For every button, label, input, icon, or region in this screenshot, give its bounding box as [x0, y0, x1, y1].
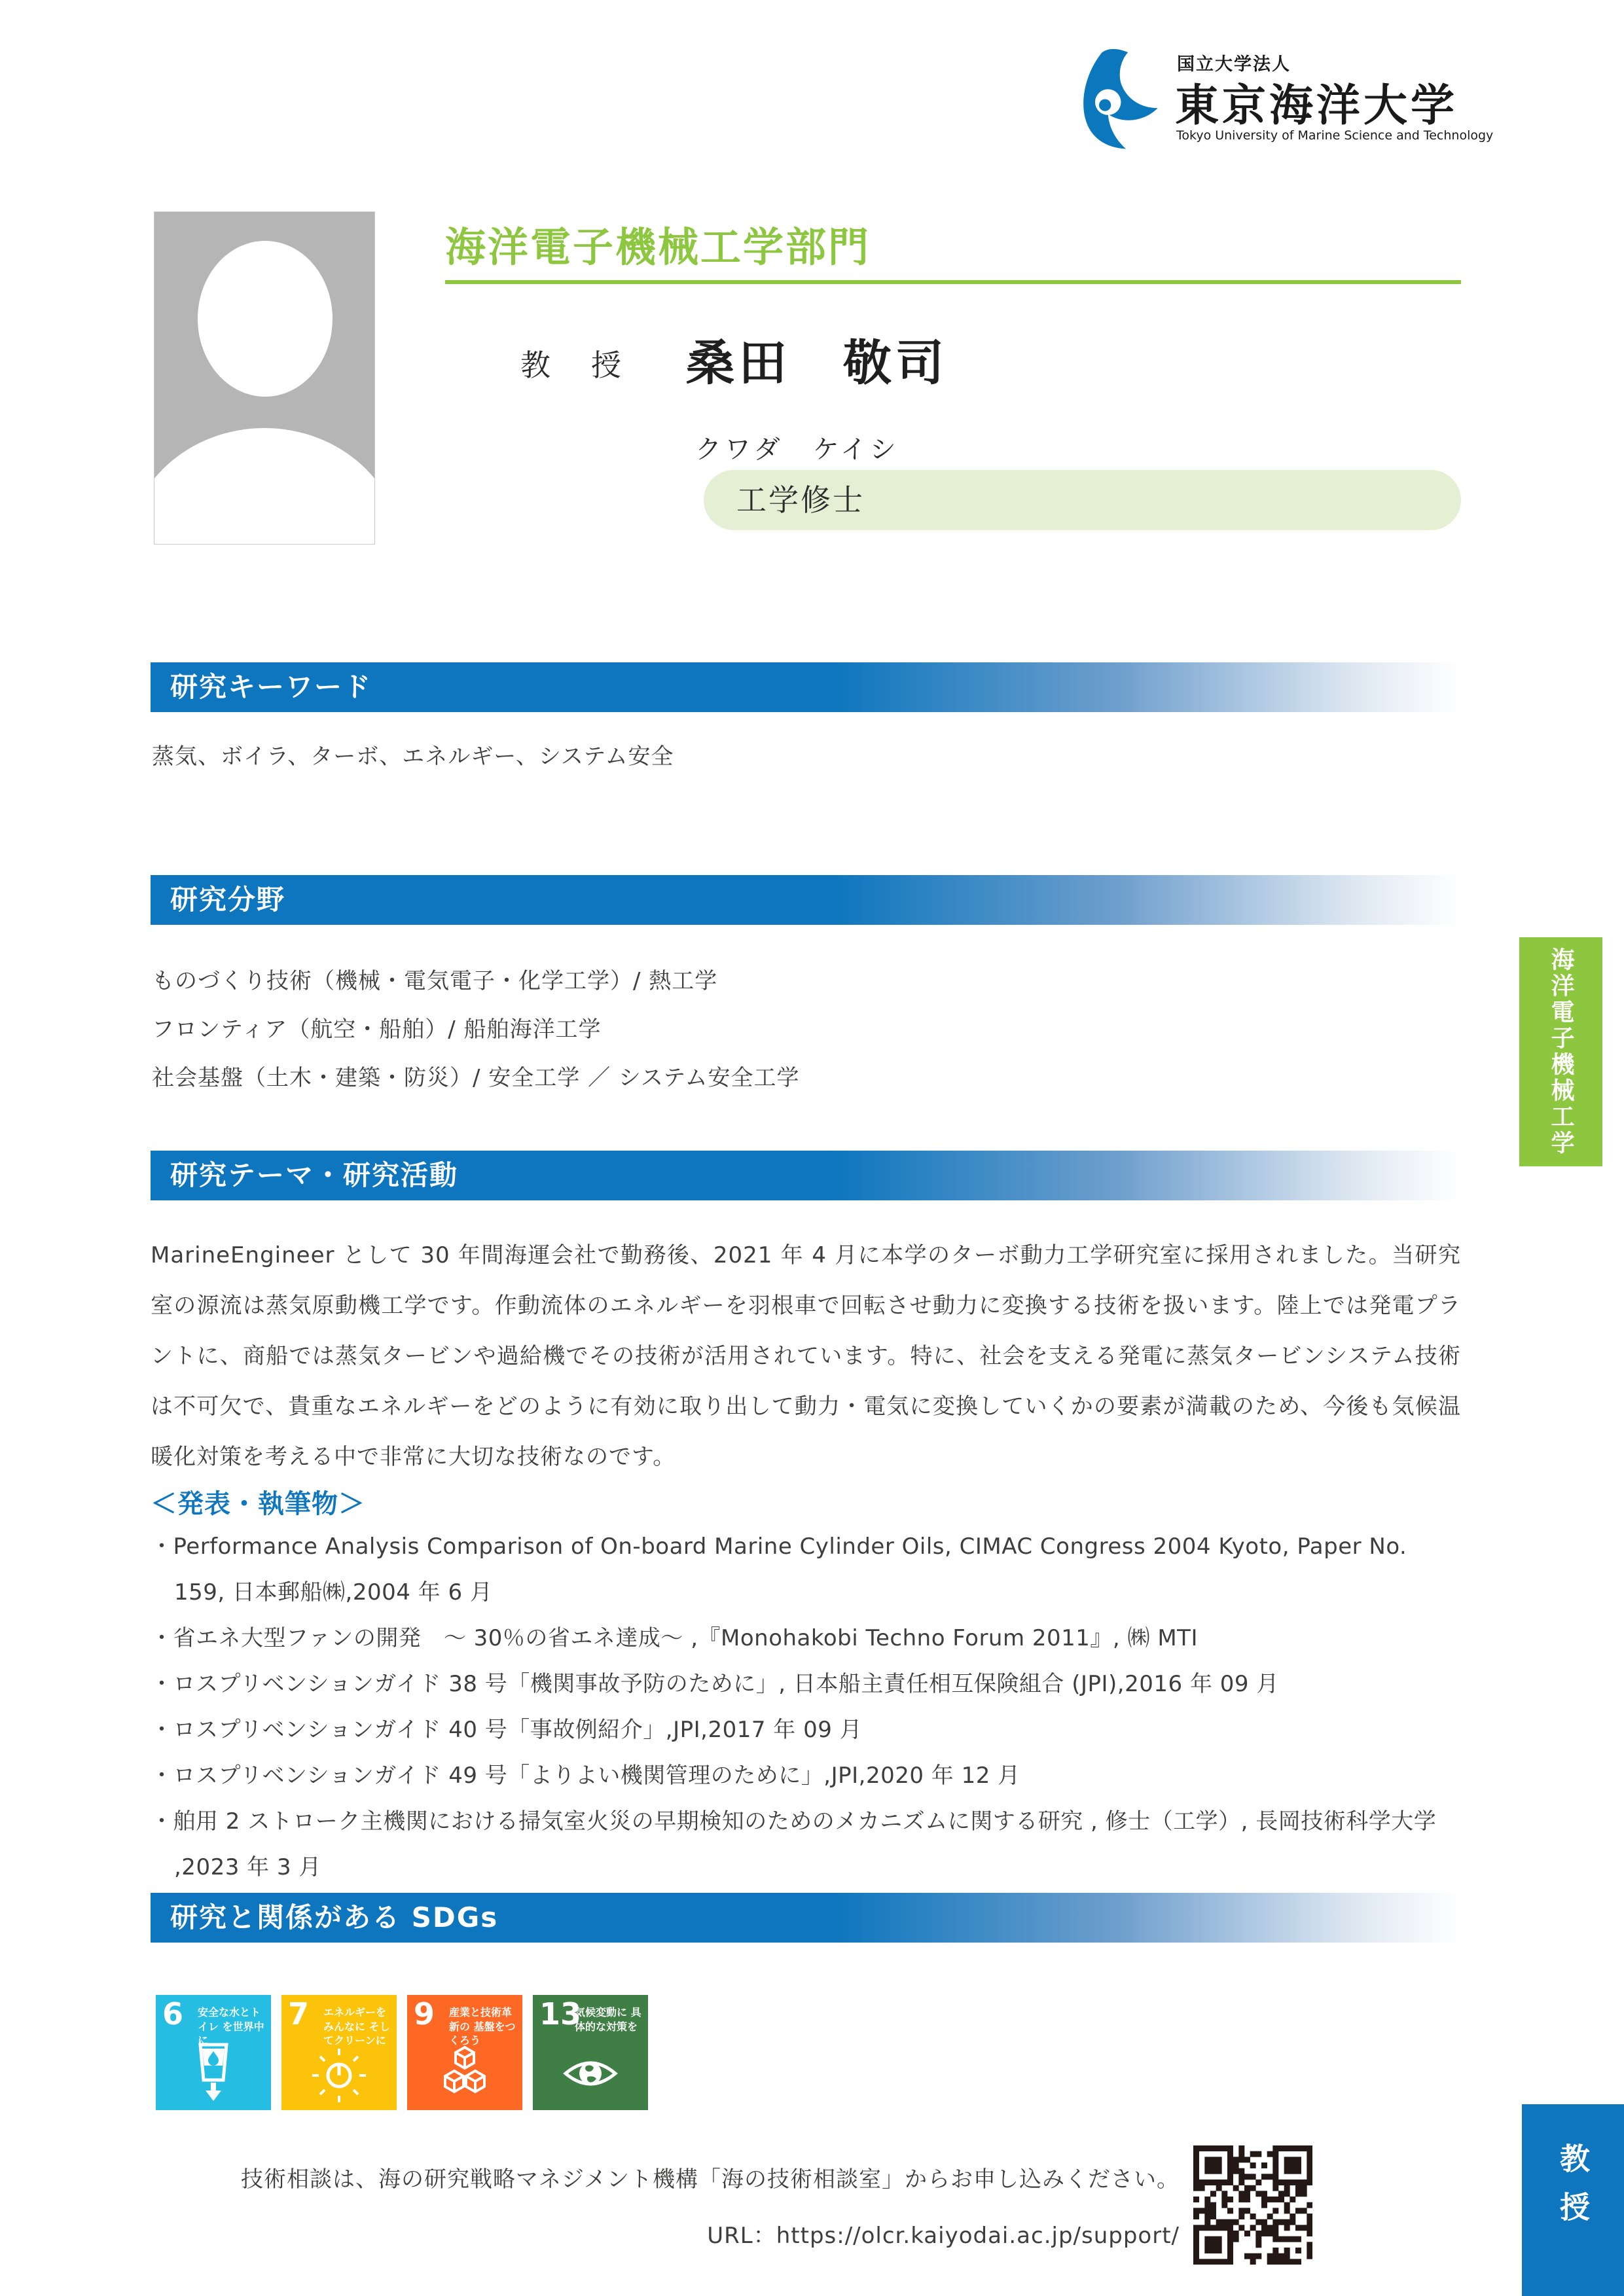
sidebar-department-tab — [1519, 937, 1602, 1166]
publication-item: ・Performance Analysis Comparison of On-board Marine Cylinder Oils, CIMAC Congress 2004 Kyoto, Paper No. 159, 日本郵船㈱,2004 年 6 月 — [151, 1534, 1407, 1605]
footer-url-link[interactable]: URL：https://olcr.kaiyodai.ac.jp/support/ — [707, 2223, 1180, 2249]
publication-item: ・ロスプリベンションガイド 49 号「よりよい機関管理のために」,JPI,2020 年 12 月 — [151, 1763, 1020, 1789]
sidebar-title-tab-label: 教授 — [1555, 2142, 1591, 2240]
university-logo — [1072, 45, 1494, 156]
section-bar-fields — [151, 875, 1461, 925]
sdg-row — [156, 1995, 810, 2110]
sdg-card-9 — [407, 1995, 522, 2110]
publication-item: ・ロスプリベンションガイド 38 号「機関事故予防のために」, 日本船主責任相互保険組合 (JPI),2016 年 09 月 — [151, 1671, 1279, 1697]
fields-list — [152, 957, 1461, 1102]
logo-corporation-text: 国立大学法人 — [1177, 54, 1291, 75]
professor-name: 桑田 敬司 — [686, 335, 948, 391]
publication-item: ・ロスプリベンションガイド 40 号「事故例紹介」,JPI,2017 年 09 月 — [151, 1717, 863, 1743]
sdg-label: 産業と技術革新の 基盤をつくろう — [449, 2006, 516, 2047]
sdg-number: 7 — [288, 1996, 310, 2032]
section-bar-keywords — [151, 662, 1461, 712]
sdg-label: エネルギーをみんなに そしてクリーンに — [323, 2006, 390, 2047]
field-item: 社会基盤（土木・建築・防災）/ 安全工学 ／ システム安全工学 — [152, 1065, 800, 1091]
department-heading: 海洋電子機械工学部門 — [445, 223, 871, 271]
clean-energy-icon — [306, 2039, 372, 2105]
sdgs-heading: 研究と関係がある SDGs — [170, 1901, 499, 1933]
footer-contact-text: 技術相談は、海の研究戦略マネジメント機構「海の技術相談室」からお申し込みください。 — [241, 2166, 1180, 2193]
logo-university-name: 東京海洋大学 — [1175, 80, 1458, 131]
publication-item: ・舶用 2 ストローク主機関における掃気室火災の早期検知のためのメカニズムに関する研究 , 修士（工学）, 長岡技術科学大学 ,2023 年 3 月 — [151, 1808, 1437, 1880]
sdg-card-13 — [533, 1995, 648, 2110]
field-item: フロンティア（航空・船舶）/ 船舶海洋工学 — [152, 1016, 602, 1043]
research-paragraph: MarineEngineer として 30 年間海運会社で勤務後、2021 年 4 月に本学のターボ動力工学研究室に採用されました。当研究室の源流は蒸気原動機工学です。作動流体のエネルギーを羽根車で回転させ動力に変換する技術を扱います。陸上では発電プラントに、商船では蒸気タービンや過給機でその技術が活用されています。特に、社会を支える発電に蒸気タービンシステム技術は不可欠で、貴重なエネルギーをどのように有効に取り出して動力・電気に変換していくかの要素が満載のため、今後も気候温暖化対策を考える中で非常に大切な技術なのです。 — [151, 1242, 1461, 1470]
sdg-number: 13 — [539, 1996, 582, 2032]
avatar-head-shape — [198, 241, 333, 397]
publications-heading: ＜発表・執筆物＞ — [151, 1489, 365, 1519]
keywords-text: 蒸気、ボイラ、ターボ、エネルギー、システム安全 — [152, 744, 674, 770]
logo-english-name: Tokyo University of Marine Science and Technology — [1176, 128, 1494, 143]
publications-list — [151, 1524, 1461, 1890]
degree-label: 工学修士 — [736, 482, 865, 518]
sidebar-department-tab-label: 海洋電子機械工学 — [1547, 947, 1574, 1157]
fields-heading: 研究分野 — [170, 884, 286, 916]
avatar-base-shape — [154, 493, 374, 544]
sdg-label: 安全な水とトイレ を世界中に — [198, 2006, 264, 2047]
professor-title-label: 教 授 — [520, 348, 626, 383]
sidebar-title-tab — [1522, 2104, 1624, 2296]
sdg-card-7 — [281, 1995, 397, 2110]
sdg-number: 9 — [414, 1996, 435, 2032]
wave-logo-icon — [1072, 48, 1172, 152]
keywords-heading: 研究キーワード — [170, 671, 372, 703]
degree-pill — [704, 470, 1461, 530]
department-underline — [445, 280, 1461, 284]
professor-name-kana: クワダ ケイシ — [695, 435, 899, 465]
climate-action-icon — [558, 2039, 623, 2105]
qr-code — [1193, 2145, 1312, 2265]
sdg-label: 気候変動に 具体的な対策を — [575, 2006, 641, 2033]
water-glass-icon — [181, 2039, 246, 2105]
research-heading: 研究テーマ・研究活動 — [170, 1159, 459, 1191]
sdg-card-6 — [156, 1995, 271, 2110]
profile-photo-placeholder — [154, 211, 375, 545]
section-bar-sdgs — [151, 1893, 1461, 1943]
sdg-number: 6 — [162, 1996, 184, 2032]
publication-item: ・省エネ大型ファンの開発 ～ 30％の省エネ達成～ ,『Monohakobi Techno Forum 2011』, ㈱ MTI — [151, 1625, 1198, 1651]
industry-innovation-icon — [432, 2039, 497, 2105]
section-bar-research — [151, 1151, 1461, 1200]
field-item: ものづくり技術（機械・電気電子・化学工学）/ 熱工学 — [152, 968, 718, 994]
